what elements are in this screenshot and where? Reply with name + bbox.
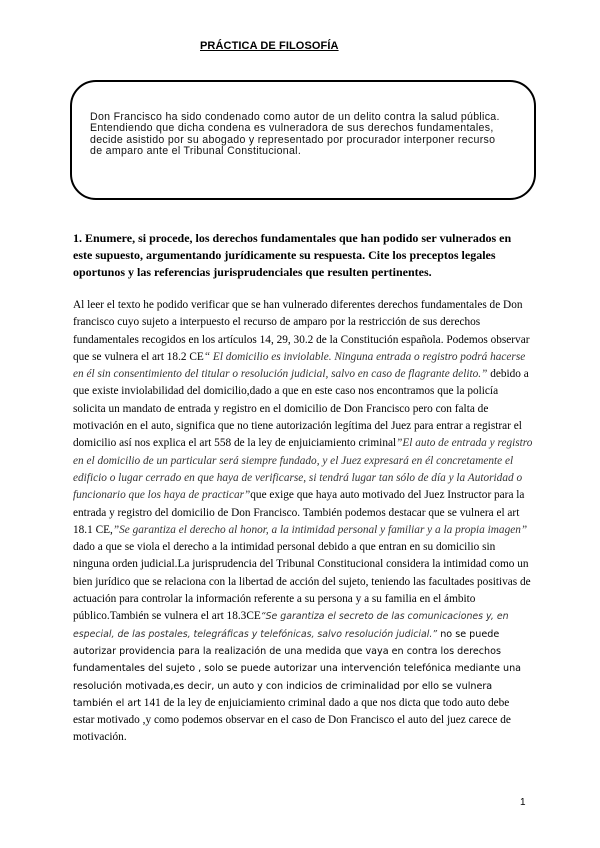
quote-art-18-1: ”Se garantiza el derecho al honor, a la intimidad personal y familiar y a la propia imagen” xyxy=(112,523,528,536)
page-title: PRÁCTICA DE FILOSOFÍA xyxy=(200,40,339,52)
answer-text: dado a que se viola el derecho a la intimidad personal debido a que entran en su domicilio sin ninguna orden judicial.La jurisprudencia del Tribunal Constitucional considera la intimidad como un bien jurídico que se relaciona con la libertad de acción del sujeto, teniendo las facultades positivas de actuación para controlar la información referente a su persona y a su familia en el ámbito público.También se vulnera el art 18.3CE xyxy=(73,541,531,623)
quote-art-18-3: “Se garantiza el secreto de las comunicaciones y, en especial, de las postales, telegráficas y telefónicas, salvo resolución judicial.” xyxy=(73,611,509,640)
answer-text: debido a que existe inviolabilidad del domicilio,dado a que en este caso nos encontramos que la policía solicita un mandato de entrada y registro en el domicilio de Don Francisco pero con falta de motivación en el auto, significa que no tiene autorización legítima del Juez para entrar a registrar el domicilio así nos explica el art 558 de la ley de enjuiciamiento criminal xyxy=(73,368,529,450)
answer-text: Al leer el texto he podido verificar que se han vulnerado diferentes derechos fundamentales de Don francisco cuyo sujeto a interpuesto el recurso de amparo por la restricción de sus derechos fundamentales recogidos en los artículos 14, 29, 30.2 de la Constitución española. Podemos observar que se vulnera el art 18.2 CE xyxy=(73,299,530,363)
page-number: 1 xyxy=(520,797,526,808)
question-1: 1. Enumere, si procede, los derechos fundamentales que han podido ser vulnerados en este supuesto, argumentando jurídicamente su respuesta. Cite los preceptos legales oportunos y las referencias jurisprudenciales que resulten pertinentes. xyxy=(73,231,512,279)
answer-text: que exige que haya auto motivado del Juez Instructor para la entrada y registro del domicilio de Don Francisco. También podemos destacar que se vulnera el art 18.1 CE, xyxy=(73,489,525,536)
answer-paragraph xyxy=(73,297,533,747)
answer-text: 141 de la ley de enjuiciamiento criminal dado a que nos dicta que todo auto debe estar motivado ,y como podemos observar en el caso de Don Francisco el auto del juez carece de motivación. xyxy=(73,696,511,744)
answer-text: no se puede autorizar providencia para la realización de una medida que vaya en contra los derechos fundamentales del sujeto , solo se puede autorizar una intervención telefónica mediante una resolución motivada,es decir, un auto y con indicios de criminalidad por ello se vulnera también el art xyxy=(73,628,522,709)
quote-art-18-2: “ El domicilio es inviolable. Ninguna entrada o registro podrá hacerse en él sin consentimiento del titular o resolución judicial, salvo en caso de flagrante delito.” xyxy=(73,350,526,381)
case-statement: Don Francisco ha sido condenado como autor de un delito contra la salud pública. Entendiendo que dicha condena es vulneradora de sus derechos fundamentales, decide asistido por su abogado y representado por procurador interponer recurso de amparo ante el Tribunal Constitucional. xyxy=(90,111,500,157)
quote-art-558: ”El auto de entrada y registro en el domicilio de un particular será siempre fundado, y el Juez expresará en él concretamente el edificio o lugar cerrado en que haya de verificarse, si tendrá lugar tan sólo de día y la Autoridad o funcionario que los haya de practicar” xyxy=(73,437,533,502)
